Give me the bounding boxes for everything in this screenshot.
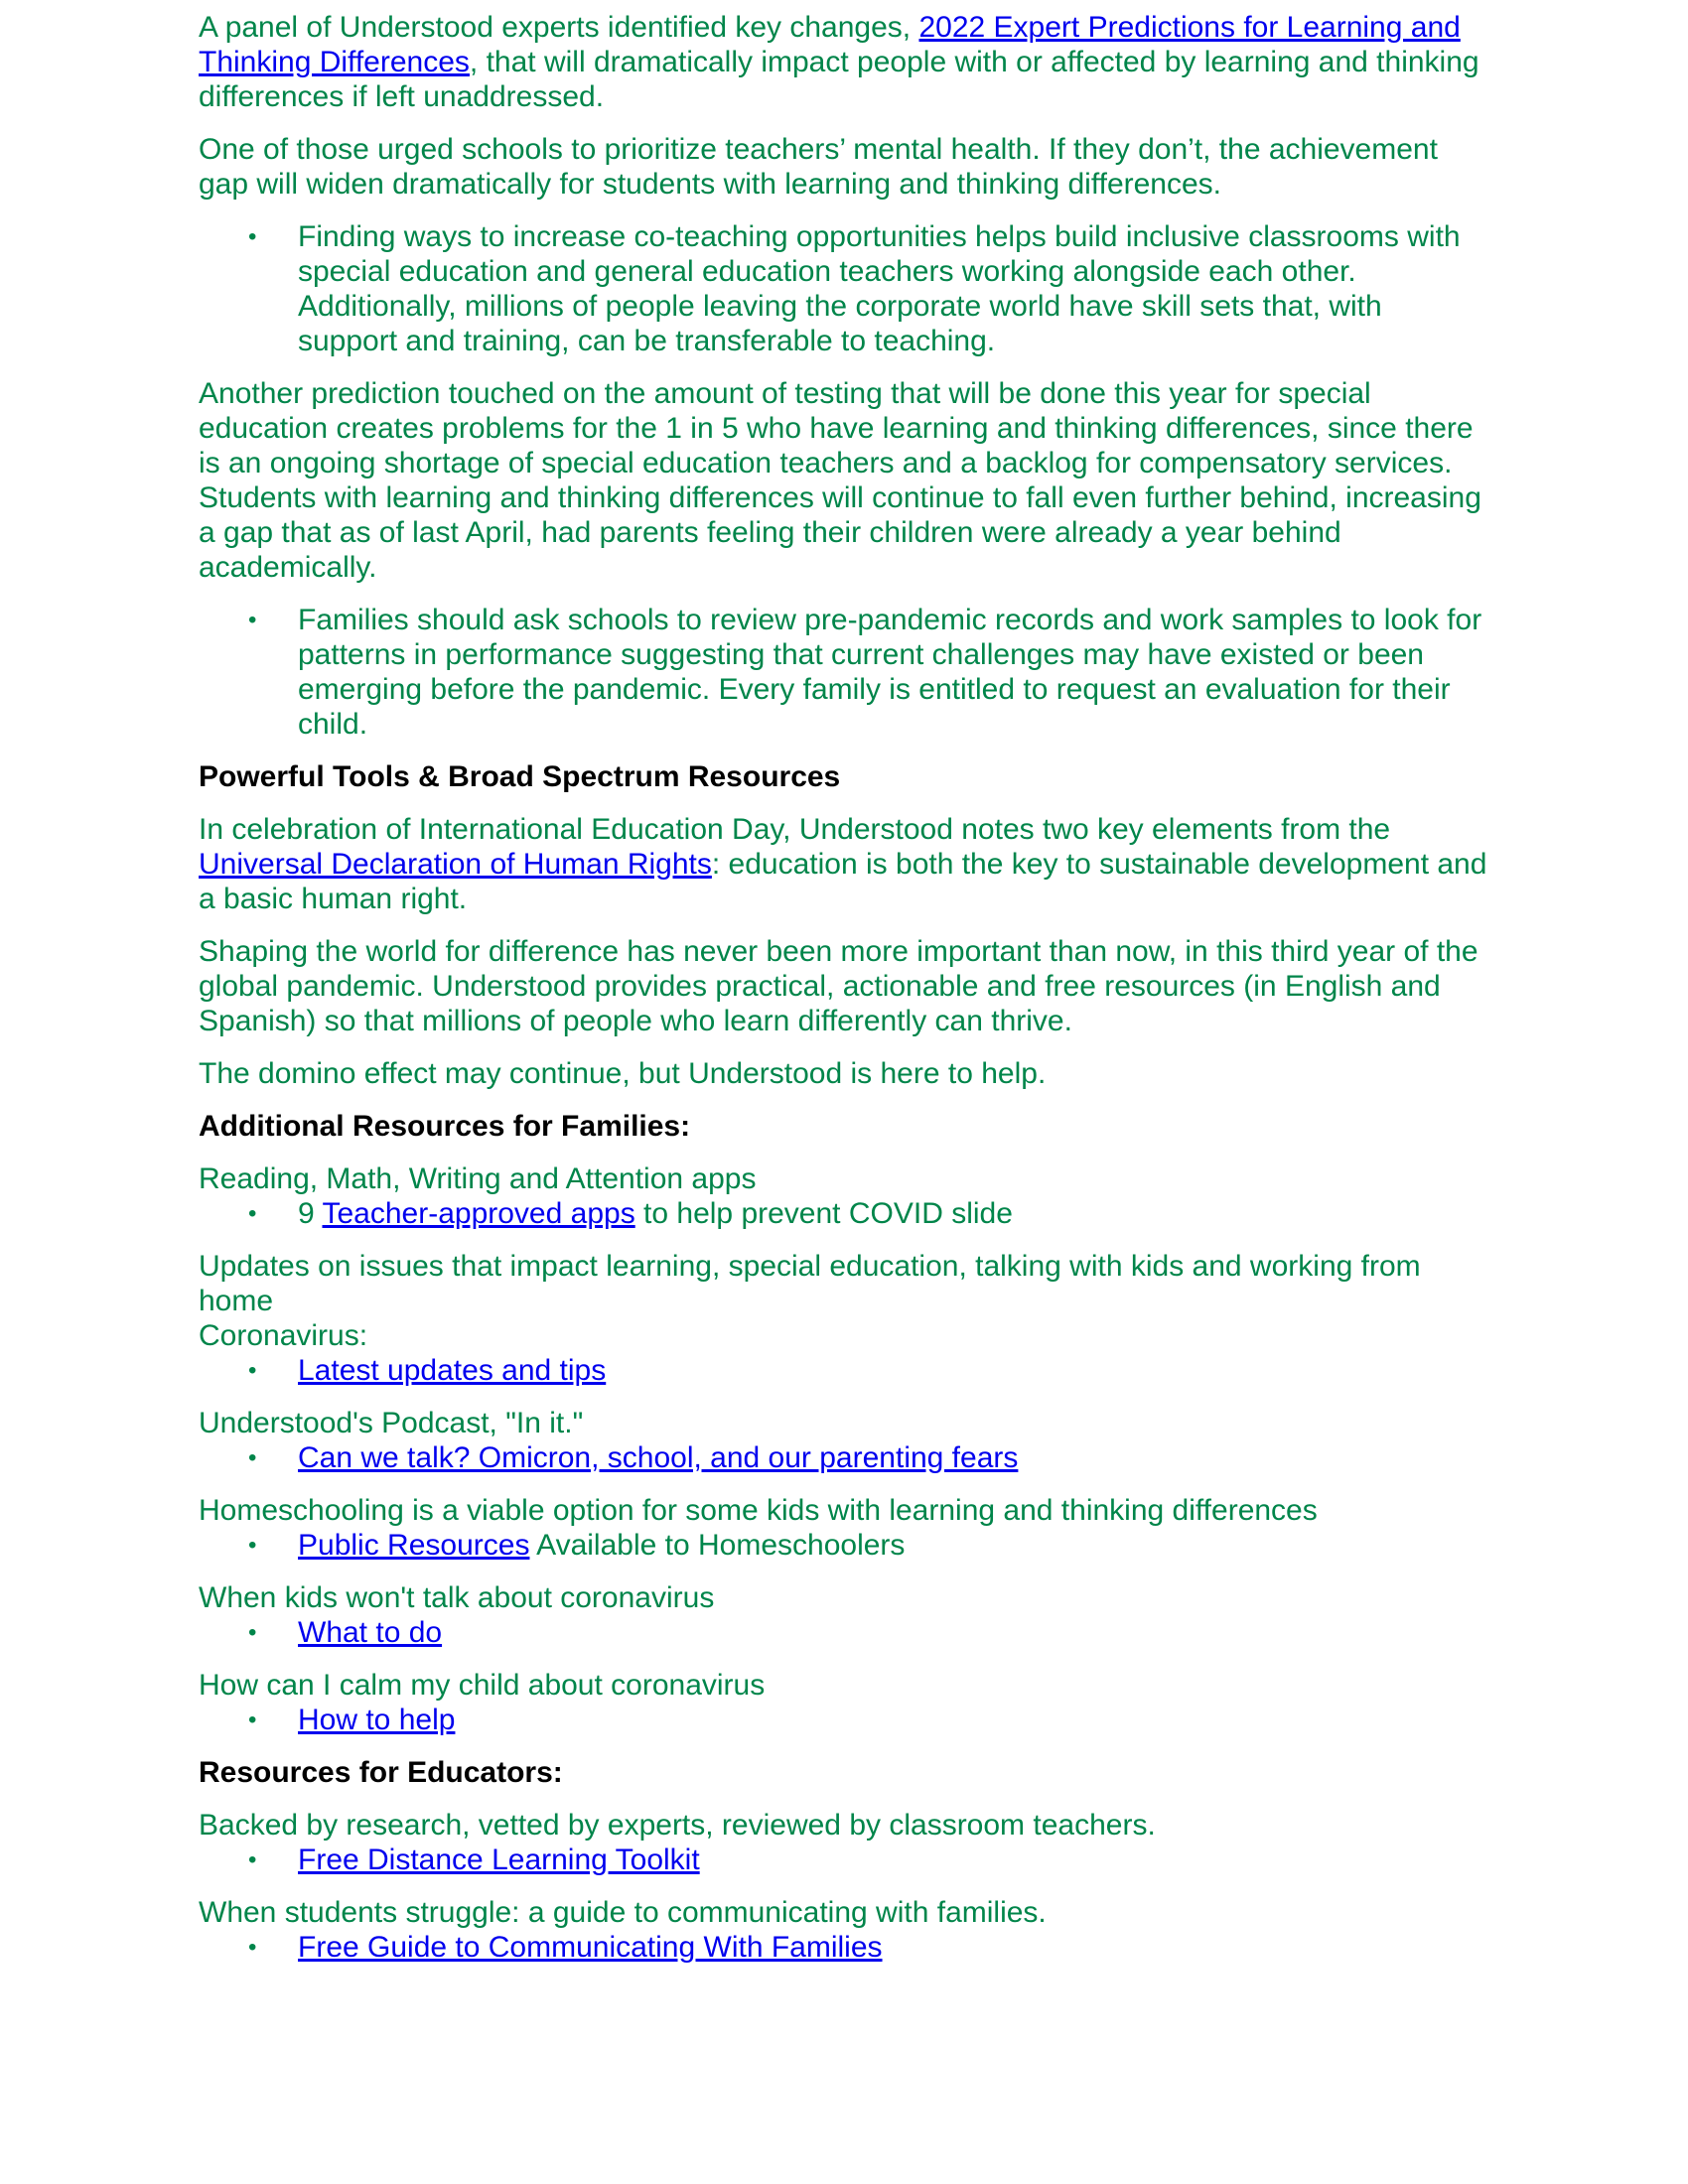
domino-paragraph: The domino effect may continue, but Understood is here to help.	[199, 1057, 1047, 1090]
podcast-link[interactable]: Can we talk? Omicron, school, and our parenting fears	[298, 1441, 1019, 1474]
coronavirus-list	[199, 1353, 1489, 1388]
struggle-intro: When students struggle: a guide to communicating with families.	[199, 1896, 1047, 1929]
records-list	[199, 603, 1489, 742]
homeschool-intro: Homeschooling is a viable option for some kids with learning and thinking differences	[199, 1494, 1318, 1527]
apps-text: to help prevent COVID slide	[634, 1197, 1013, 1230]
intro-text-end: , that will dramatically impact people with or affected by learning and thinking differences if left unaddressed.	[199, 46, 1479, 113]
human-rights-link[interactable]: Universal Declaration of Human Rights	[199, 848, 712, 881]
co-teaching-list	[199, 219, 1489, 358]
tools-heading: Powerful Tools & Broad Spectrum Resources	[199, 760, 841, 793]
podcast-list	[199, 1440, 1489, 1475]
podcast-item	[298, 1440, 1489, 1475]
toolkit-list	[199, 1843, 1489, 1877]
shaping-paragraph: Shaping the world for difference has never been more important than now, in this third year of the global pandemic. Understood provides practical, actionable and free resources (in English and Spanish) so that millions of people who learn differently can thrive.	[199, 935, 1478, 1037]
talk-intro: When kids won't talk about coronavirus	[199, 1581, 715, 1614]
public-resources-link[interactable]: Public Resources	[298, 1529, 530, 1562]
backed-intro: Backed by research, vetted by experts, reviewed by classroom teachers.	[199, 1809, 1156, 1842]
educators-heading: Resources for Educators:	[199, 1756, 563, 1789]
toolkit-link[interactable]: Free Distance Learning Toolkit	[298, 1843, 700, 1876]
calm-intro: How can I calm my child about coronavirus	[199, 1669, 766, 1702]
talk-item	[298, 1615, 1489, 1650]
apps-count: 9	[298, 1197, 323, 1230]
homeschool-text: Available to Homeschoolers	[529, 1529, 906, 1562]
guide-list	[199, 1930, 1489, 1965]
apps-intro: Reading, Math, Writing and Attention apps	[199, 1162, 757, 1195]
updates-intro: Updates on issues that impact learning, special education, talking with kids and working from home	[199, 1250, 1421, 1317]
co-teaching-item: • Finding ways to increase co-teaching opportunities helps build inclusive classrooms with special education and general education teachers working alongside each other. Additionally, millions of people leaving the corporate world have skill sets that, with support and training, can be transferable to teaching.	[298, 219, 1489, 358]
document-page	[199, 10, 1489, 1982]
education-day-text-end: : education is both the key to sustainable development and a basic human right.	[199, 848, 1487, 915]
homeschool-item	[298, 1528, 1489, 1563]
podcast-intro: Understood's Podcast, "In it."	[199, 1407, 584, 1439]
calm-item	[298, 1703, 1489, 1737]
teacher-apps-link[interactable]: Teacher-approved apps	[322, 1197, 635, 1230]
talk-list	[199, 1615, 1489, 1650]
communicating-guide-link[interactable]: Free Guide to Communicating With Families	[298, 1931, 883, 1964]
intro-text: A panel of Understood experts identified key changes,	[199, 11, 919, 44]
coronavirus-item	[298, 1353, 1489, 1388]
homeschool-list	[199, 1528, 1489, 1563]
what-to-do-link[interactable]: What to do	[298, 1616, 443, 1649]
expert-predictions-link[interactable]: 2022 Expert Predictions for Learning and Thinking Differences	[199, 11, 1461, 78]
mental-health-paragraph: One of those urged schools to prioritize teachers’ mental health. If they don’t, the achievement gap will widen dramatically for students with learning and thinking differences.	[199, 133, 1438, 201]
testing-paragraph: Another prediction touched on the amount of testing that will be done this year for special education creates problems for the 1 in 5 who have learning and thinking differences, since there is an ongoing shortage of special education teachers and a backlog for compensatory services. Students with learning and thinking differences will continue to fall even further behind, increasing a gap that as of last April, had parents feeling their children were already a year behind academically.	[199, 377, 1481, 584]
intro-paragraph	[199, 10, 1489, 114]
guide-item	[298, 1930, 1489, 1965]
education-day-text: In celebration of International Education Day, Understood notes two key elements from the	[199, 813, 1391, 846]
latest-updates-link[interactable]: Latest updates and tips	[298, 1354, 607, 1387]
education-day-paragraph	[199, 812, 1489, 916]
toolkit-item	[298, 1843, 1489, 1877]
coronavirus-label: Coronavirus:	[199, 1319, 368, 1352]
records-item: • Families should ask schools to review pre-pandemic records and work samples to look for patterns in performance suggesting that current challenges may have existed or been emerging before the pandemic. Every family is entitled to request an evaluation for their child.	[298, 603, 1489, 742]
how-to-help-link[interactable]: How to help	[298, 1704, 456, 1736]
families-heading: Additional Resources for Families:	[199, 1110, 691, 1143]
calm-list	[199, 1703, 1489, 1737]
apps-list	[199, 1196, 1489, 1231]
apps-item	[298, 1196, 1489, 1231]
